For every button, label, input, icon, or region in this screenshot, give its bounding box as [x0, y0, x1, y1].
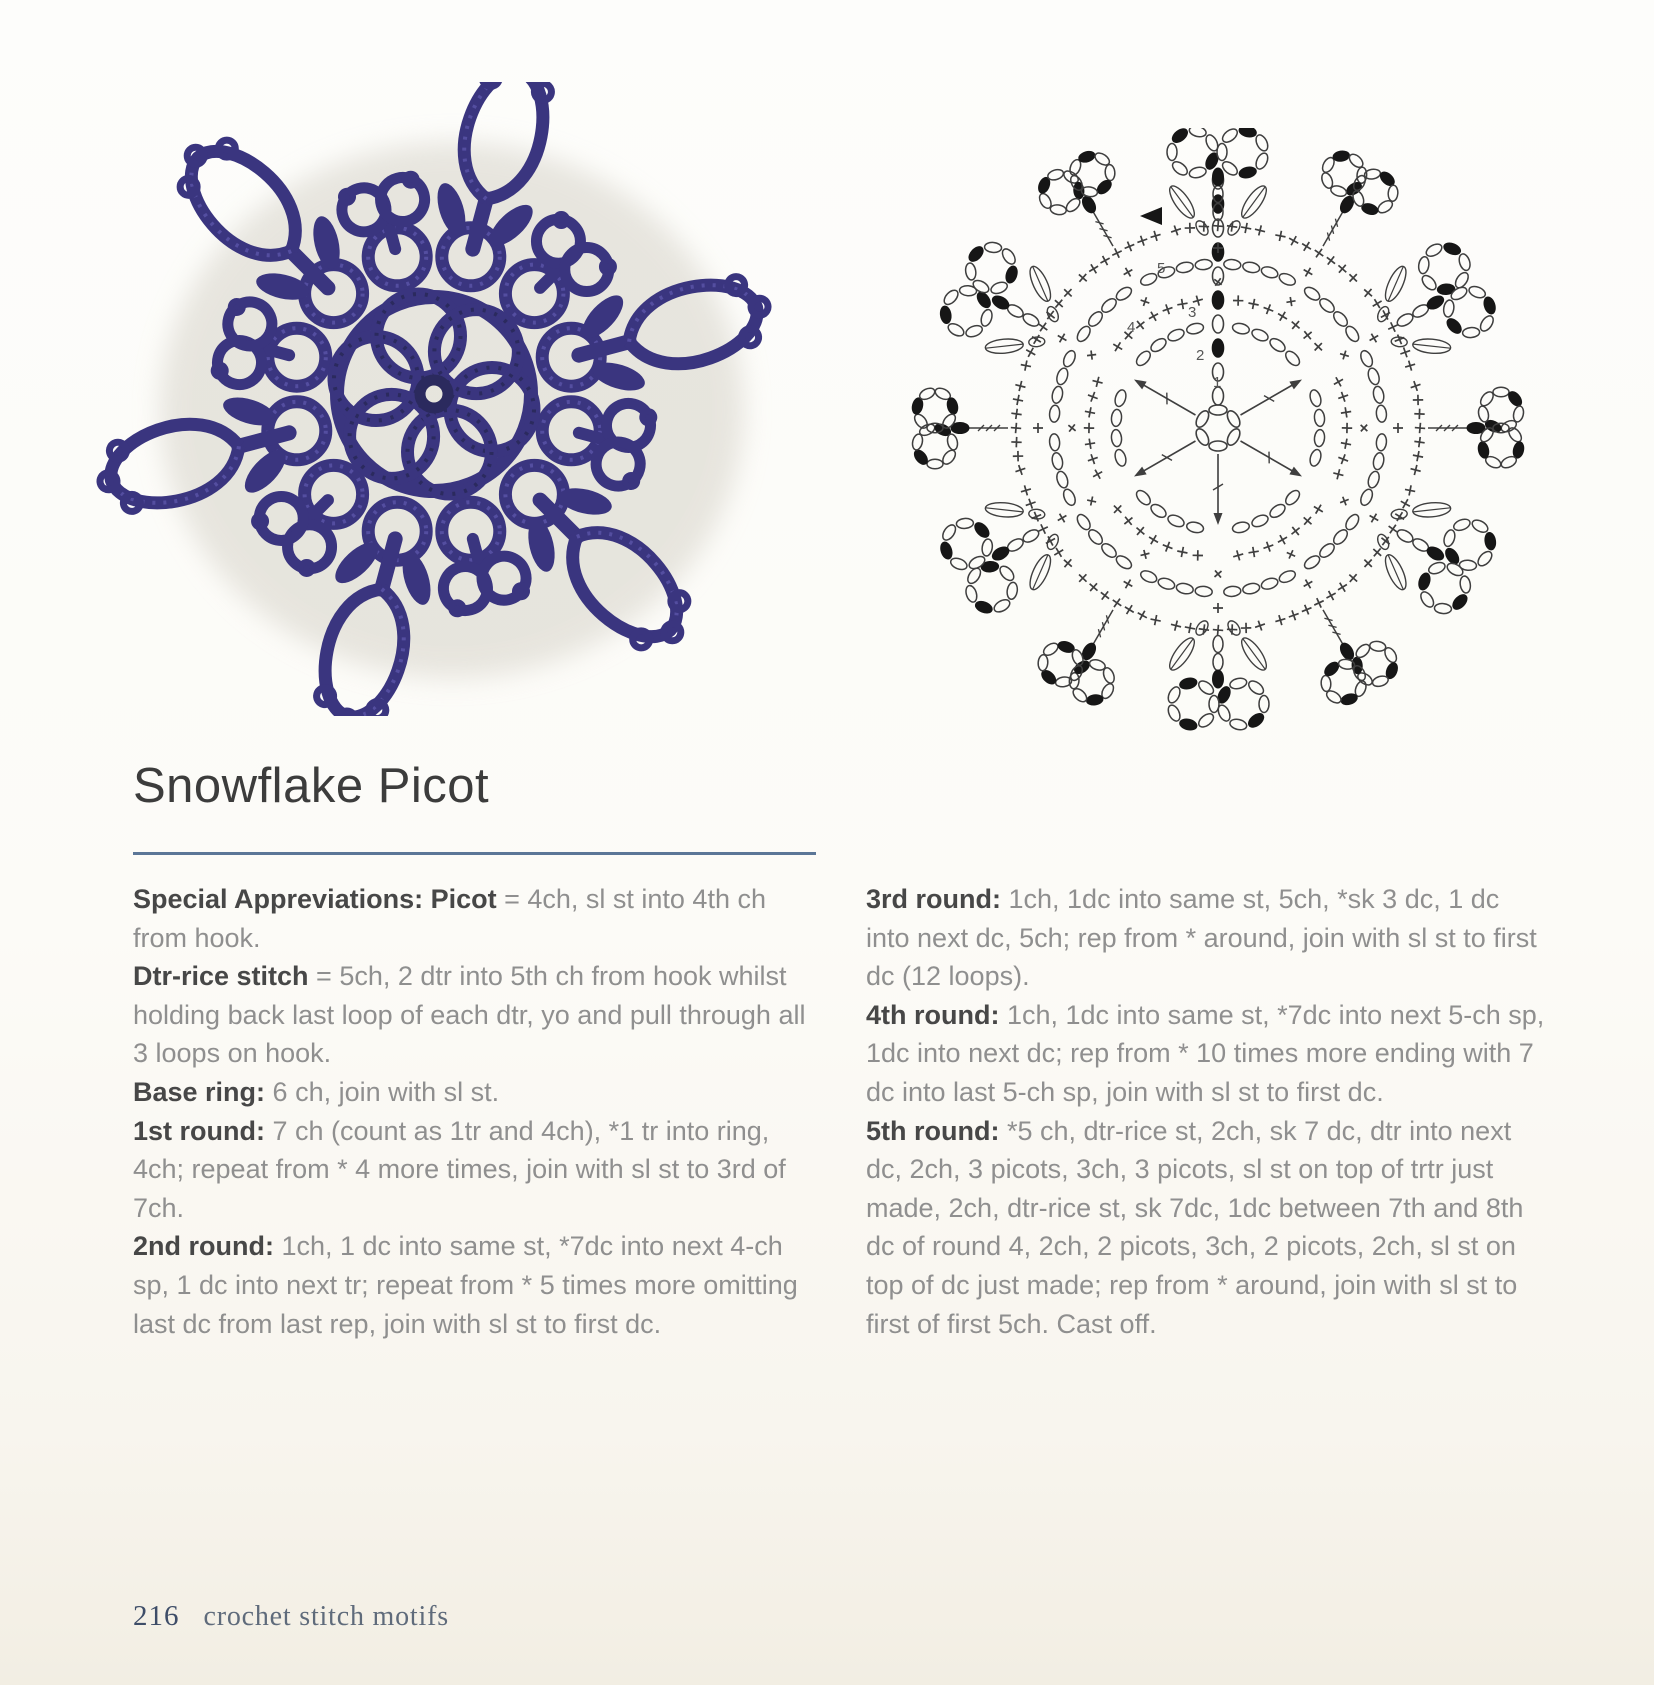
footer-text: crochet stitch motifs [203, 1601, 449, 1632]
instruction-label: 2nd round: [133, 1231, 274, 1262]
instruction-label: Base ring: [133, 1076, 266, 1107]
snowflake-photo-svg [72, 82, 796, 716]
crochet-chart-svg [908, 128, 1532, 732]
instruction-paragraph [866, 880, 1550, 996]
instruction-paragraph [133, 880, 817, 957]
instruction-text: 1ch, 1 dc into same st, *7dc into next 4-ch sp, 1 dc into next tr; repeat from * 5 times more omitting last dc from last rep, join with sl st to first dc. [133, 1231, 798, 1339]
instruction-label: Dtr-rice stitch [133, 961, 309, 992]
instruction-text: 1ch, 1dc into same st, *7dc into next 5-ch sp, 1dc into next dc; rep from * 10 times more ending with 7 dc into last 5-ch sp, join with sl st to first dc. [866, 999, 1545, 1107]
title-rule [133, 852, 816, 855]
svg-text:4: 4 [1127, 319, 1136, 336]
instruction-label: 3rd round: [866, 884, 1001, 914]
instruction-label: 5th round: [866, 1115, 1000, 1146]
instruction-text: = 4ch, sl st into 4th ch from hook. [133, 884, 766, 953]
instruction-text: = 5ch, 2 dtr into 5th ch from hook whilst holding back last loop of each dtr, yo and pull through all 3 loops on hook. [133, 961, 806, 1069]
instruction-text: 1ch, 1dc into same st, 5ch, *sk 3 dc, 1 dc into next dc, 5ch; rep from * around, join with sl st to first dc (12 loops). [866, 884, 1537, 992]
crochet-chart [908, 128, 1532, 732]
instruction-paragraph [866, 1112, 1550, 1344]
instructions-left-column [133, 880, 817, 1343]
instruction-paragraph [133, 1073, 817, 1112]
page-footer [133, 1600, 449, 1633]
instruction-label: 4th round: [866, 999, 1000, 1030]
instructions-right-column [866, 880, 1550, 1343]
instruction-text: *5 ch, dtr-rice st, 2ch, sk 7 dc, dtr into next dc, 2ch, 3 picots, 3ch, 3 picots, sl st on top of trtr just made, 2ch, dtr-rice st, sk 7dc, 1dc between 7th and 8th dc of round 4, 2ch, 2 picots, 3ch, 2 picots, 2ch, sl st on top of dc just made; rep from * around, join with sl st to first of first 5ch. Cast off. [866, 1115, 1524, 1339]
snowflake-photo [72, 82, 796, 716]
instruction-paragraph [133, 957, 817, 1073]
svg-text:3: 3 [1188, 304, 1197, 321]
instruction-paragraph [133, 1227, 817, 1343]
page-number: 216 [133, 1600, 180, 1632]
svg-text:5: 5 [1157, 260, 1166, 277]
instruction-paragraph [133, 1112, 817, 1228]
svg-text:1: 1 [1213, 374, 1222, 391]
instruction-text: 6 ch, join with sl st. [265, 1076, 500, 1107]
instruction-text: 7 ch (count as 1tr and 4ch), *1 tr into ring, 4ch; repeat from * 4 more times, join with sl st to 3rd of 7ch. [133, 1115, 786, 1223]
instruction-label: 1st round: [133, 1115, 265, 1146]
instruction-paragraph [866, 996, 1550, 1112]
page-title: Snowflake Picot [133, 759, 490, 813]
svg-text:2: 2 [1196, 347, 1205, 364]
instruction-label: Special Appreviations: Picot [133, 884, 497, 914]
